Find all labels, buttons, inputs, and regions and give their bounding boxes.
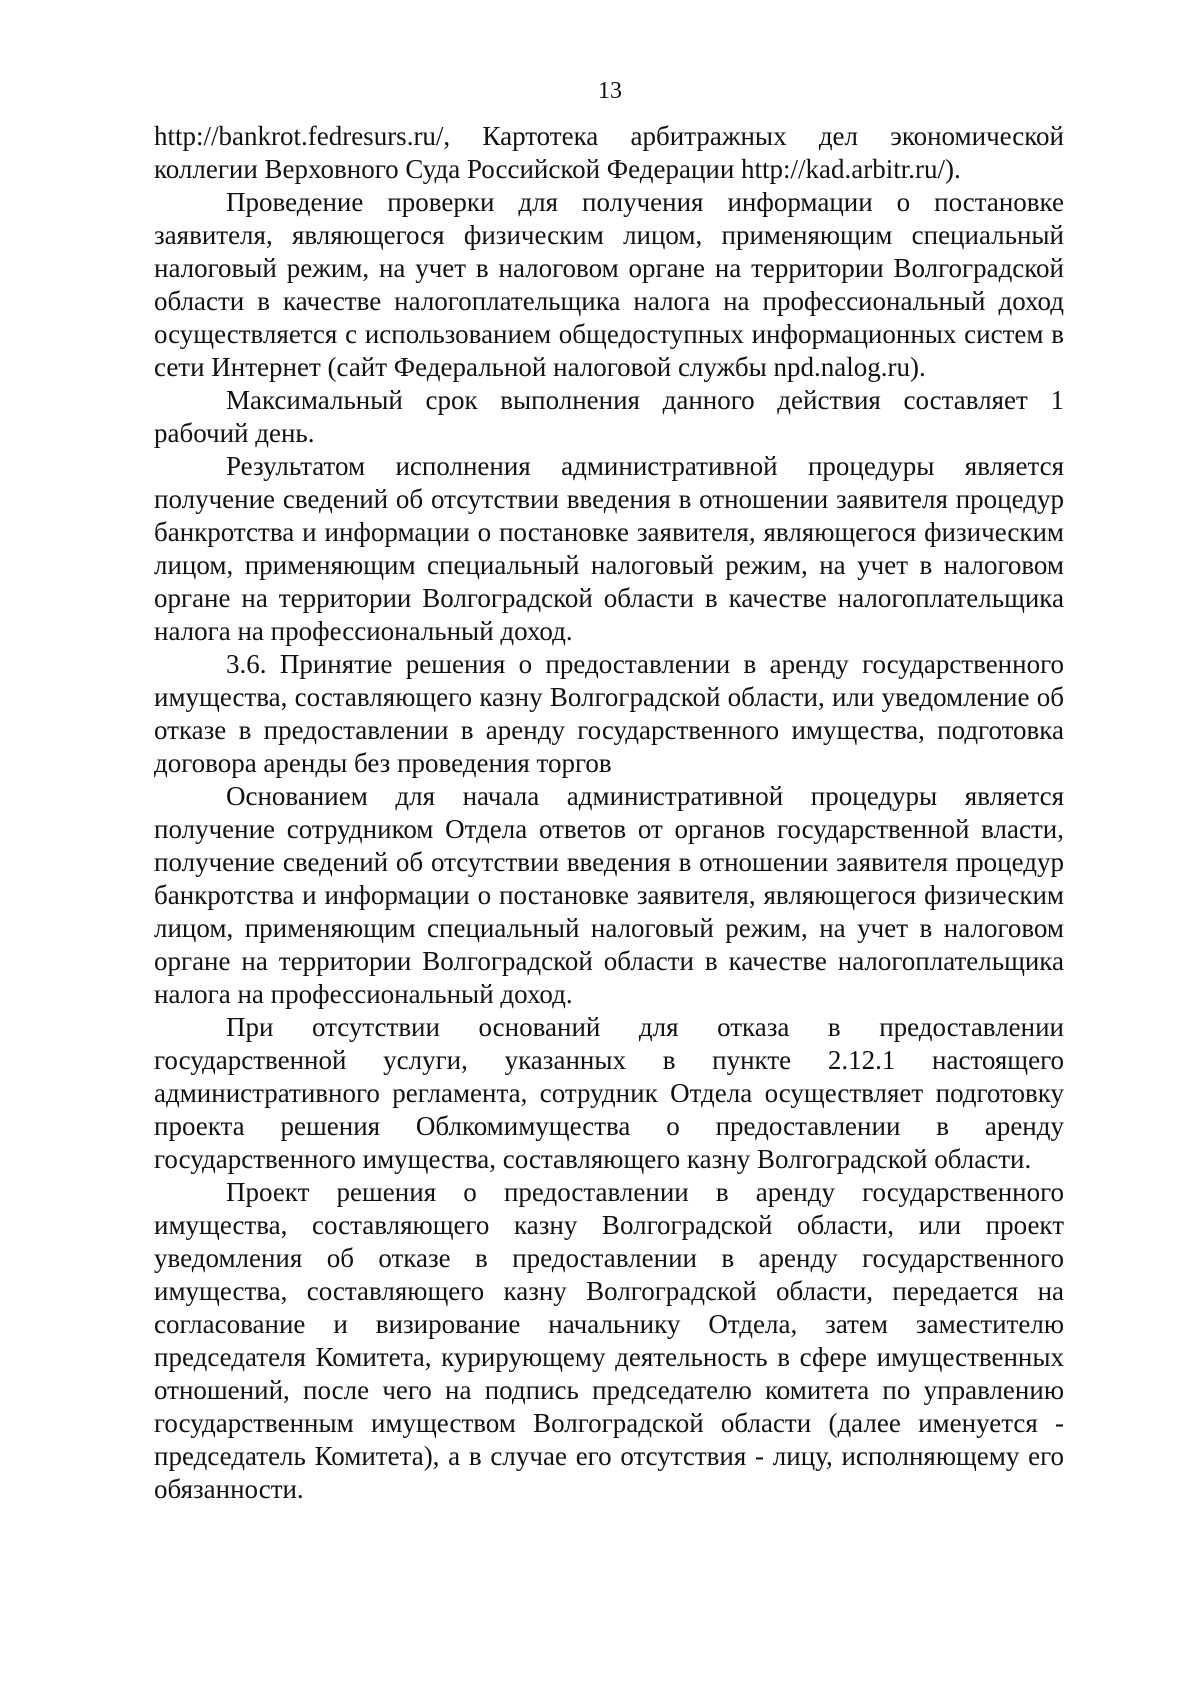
page-number: 13: [598, 78, 622, 104]
paragraph-2: Проведение проверки для получения информации о постановке заявителя, являющегося физическим лицом, применяющим специальный налоговый режим, на учет в налоговом органе на территории Волгоградской области в качестве налогоплательщика налога на профессиональный доход осуществляется с использованием общедоступных информационных систем в сети Интернет (сайт Федеральной налоговой службы npd.nalog.ru).: [154, 187, 1064, 382]
section-heading-3-6: 3.6. Принятие решения о предоставлении в аренду государственного имущества, составляющего казну Волгоградской области, или уведомление об отказе в предоставлении в аренду государственного имущества, подготовка договора аренды без проведения торгов: [154, 649, 1064, 778]
paragraph-3: Максимальный срок выполнения данного действия составляет 1 рабочий день.: [154, 385, 1064, 448]
paragraph-4: Результатом исполнения административной процедуры является получение сведений об отсутствии введения в отношении заявителя процедур банкротства и информации о постановке заявителя, являющегося физическим лицом, применяющим специальный налоговый режим, на учет в налоговом органе на территории Волгоградской области в качестве налогоплательщика налога на профессиональный доход.: [154, 451, 1064, 646]
document-body: [154, 120, 1064, 1506]
paragraph-8: Проект решения о предоставлении в аренду государственного имущества, составляющего казну Волгоградской области, или проект уведомления об отказе в предоставлении в аренду государственного имущества, составляющего казну Волгоградской области, передается на согласование и визирование начальнику Отдела, затем заместителю председателя Комитета, курирующему деятельность в сфере имущественных отношений, после чего на подпись председателю комитета по управлению государственным имуществом Волгоградской области (далее именуется - председатель Комитета), а в случае его отсутствия - лицу, исполняющему его обязанности.: [154, 1177, 1064, 1504]
paragraph-6: Основанием для начала административной процедуры является получение сотрудником Отдела ответов от органов государственной власти, получение сведений об отсутствии введения в отношении заявителя процедур банкротства и информации о постановке заявителя, являющегося физическим лицом, применяющим специальный налоговый режим, на учет в налоговом органе на территории Волгоградской области в качестве налогоплательщика налога на профессиональный доход.: [154, 781, 1064, 1009]
paragraph-7: При отсутствии оснований для отказа в предоставлении государственной услуги, указанных в пункте 2.12.1 настоящего административного регламента, сотрудник Отдела осуществляет подготовку проекта решения Облкомимущества о предоставлении в аренду государственного имущества, составляющего казну Волгоградской области.: [154, 1012, 1064, 1174]
paragraph-1: http://bankrot.fedresurs.ru/, Картотека арбитражных дел экономической коллегии Верховного Суда Российской Федерации http://kad.arbitr.ru/).: [154, 121, 1064, 184]
